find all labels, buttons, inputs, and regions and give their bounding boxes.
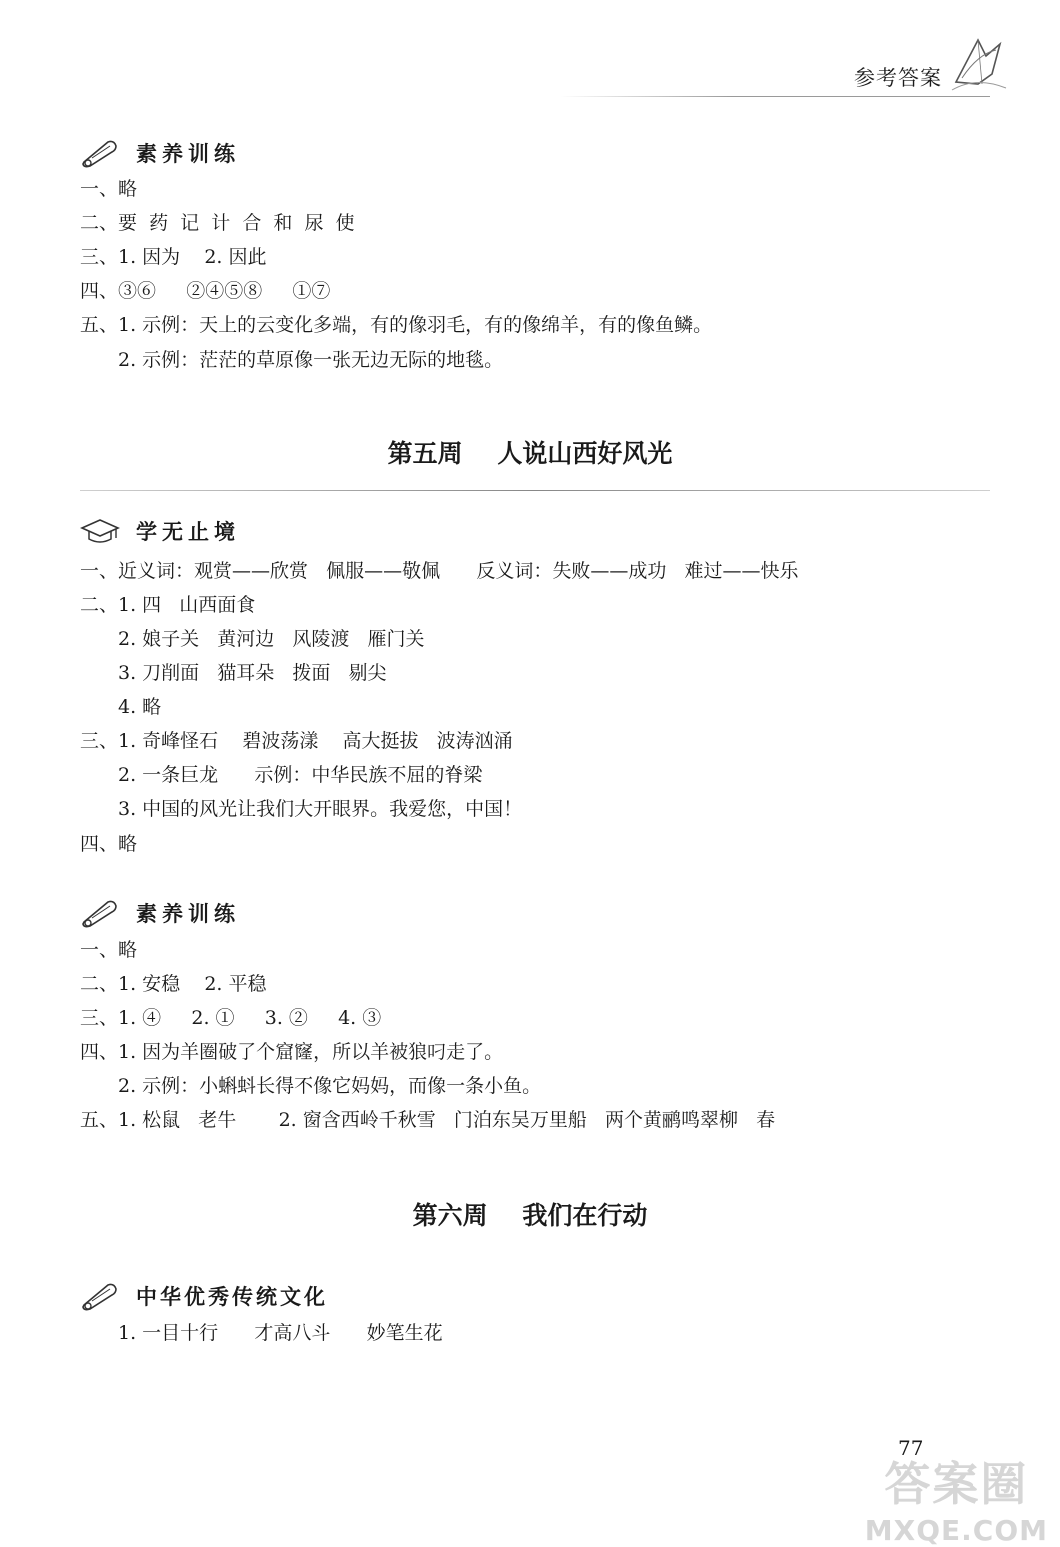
answer-line: 二、1. 安稳 2. 平稳 [80, 973, 267, 995]
answer-line: 2. 示例：茫茫的草原像一张无边无际的地毯。 [118, 349, 504, 371]
section-heading-culture [80, 1281, 328, 1311]
answer-line: 四、1. 因为羊圈破了个窟窿，所以羊被狼叼走了。 [80, 1041, 504, 1063]
graduation-cap-icon [80, 516, 120, 546]
watermark [865, 1448, 1048, 1547]
answer-line: 五、1. 松鼠 老牛 2. 窗含西岭千秋雪 门泊东吴万里船 两个黄鹂鸣翠柳 春 [80, 1109, 776, 1131]
week-rule [80, 490, 990, 491]
answer-line: 2. 娘子关 黄河边 风陵渡 雁门关 [118, 628, 425, 650]
section-title: 中华优秀传统文化 [136, 1285, 328, 1309]
answer-line: 1. 一目十行 才高八斗 妙笔生花 [118, 1322, 443, 1344]
answer-line: 五、1. 示例：天上的云变化多端，有的像羽毛，有的像绵羊，有的像鱼鳞。 [80, 314, 713, 336]
answer-line: 3. 中国的风光让我们大开眼界。我爱您，中国！ [118, 798, 523, 820]
answer-line: 二、1. 四 山西面食 [80, 594, 256, 616]
section-heading-training-1 [80, 138, 240, 168]
scroll-icon [80, 138, 120, 168]
section-heading-training-2 [80, 898, 240, 928]
answer-line: 二、要 药 记 计 合 和 尿 使 [80, 212, 355, 234]
section-title: 素养训练 [136, 902, 240, 926]
watermark-line2: MXQE.COM [864, 1514, 1048, 1547]
section-title: 素养训练 [136, 142, 240, 166]
answer-line: 一、略 [80, 178, 138, 200]
week-title-6: 第六周 我们在行动 [412, 1201, 648, 1230]
week-title-5: 第五周 人说山西好风光 [387, 439, 673, 468]
header-rule [560, 96, 990, 97]
section-heading-learning [80, 516, 240, 546]
answer-line: 三、1. 因为 2. 因此 [80, 246, 267, 268]
answer-line: 2. 一条巨龙 示例：中华民族不屈的脊梁 [118, 764, 483, 786]
header-decoration-icon [948, 34, 1008, 96]
scroll-icon [80, 898, 120, 928]
answer-line: 2. 示例：小蝌蚪长得不像它妈妈，而像一条小鱼。 [118, 1075, 542, 1097]
answer-line: 4. 略 [118, 696, 162, 718]
answer-line: 一、近义词：观赏——欣赏 佩服——敬佩 反义词：失败——成功 难过——快乐 [80, 560, 799, 582]
page-number: 77 [898, 1436, 924, 1460]
answer-line: 3. 刀削面 猫耳朵 拨面 剔尖 [118, 662, 387, 684]
answer-line: 三、1. ④ 2. ① 3. ② 4. ③ [80, 1007, 382, 1029]
header-label: 参考答案 [854, 66, 942, 90]
watermark-line1: 答案圈 [884, 1457, 1029, 1511]
scroll-icon [80, 1281, 120, 1311]
section-title: 学无止境 [136, 520, 240, 544]
answer-line: 四、③⑥ ②④⑤⑧ ①⑦ [80, 280, 331, 302]
answer-line: 三、1. 奇峰怪石 碧波荡漾 高大挺拔 波涛汹涌 [80, 730, 513, 752]
answer-line: 一、略 [80, 939, 138, 961]
answer-line: 四、略 [80, 833, 138, 855]
